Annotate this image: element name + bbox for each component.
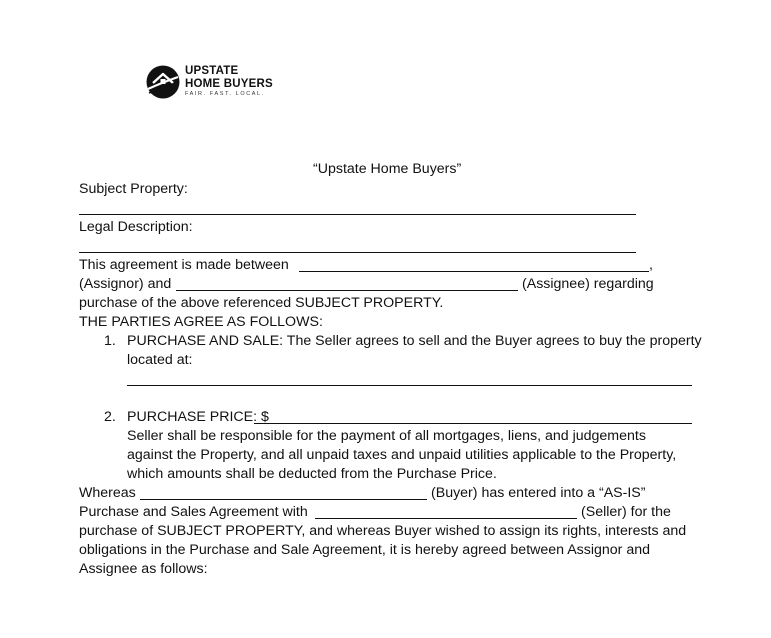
buyer-name-line[interactable]: [140, 499, 427, 500]
assignee-name-line[interactable]: [176, 290, 518, 291]
purchase-referenced-text: purchase of the above referenced SUBJECT PROPERTY.: [79, 295, 444, 311]
assignee-regarding-text: (Assignee) regarding: [522, 276, 654, 292]
legal-description-line[interactable]: [79, 252, 636, 253]
logo-wordmark: [185, 66, 273, 98]
item-2-line-2: against the Property, and all unpaid taxes and unpaid utilities applicable to the Property,: [127, 447, 677, 463]
item-1-number: 1.: [104, 333, 116, 349]
seller-for-the-text: (Seller) for the: [581, 504, 671, 520]
logo-line-2: HOME BUYERS: [185, 77, 273, 90]
parties-agree-heading: THE PARTIES AGREE AS FOLLOWS:: [79, 314, 323, 330]
item-1-text: PURCHASE AND SALE: The Seller agrees to sell and the Buyer agrees to buy the property: [127, 333, 702, 349]
seller-name-line[interactable]: [315, 518, 577, 519]
house-swoosh-logo-icon: [145, 64, 181, 100]
whereas-line-5: Assignee as follows:: [79, 561, 208, 577]
agreement-between-text: This agreement is made between: [79, 257, 289, 273]
document-title: “Upstate Home Buyers”: [313, 161, 462, 177]
logo-tagline: FAIR. FAST. LOCAL.: [185, 91, 265, 98]
subject-property-label: Subject Property:: [79, 181, 188, 197]
whereas-text: Whereas: [79, 485, 136, 501]
item-2-line-3: which amounts shall be deducted from the Purchase Price.: [127, 466, 497, 482]
item-2-line-1: Seller shall be responsible for the payment of all mortgages, liens, and judgements: [127, 428, 646, 444]
company-logo: [145, 64, 273, 100]
whereas-line-3: purchase of SUBJECT PROPERTY, and whereas Buyer wished to assign its rights, interests and: [79, 523, 687, 539]
assignor-and-text: (Assignor) and: [79, 276, 172, 292]
buyer-asis-text: (Buyer) has entered into a “AS-IS”: [431, 485, 646, 501]
assignor-name-line[interactable]: [299, 271, 649, 272]
purchase-price-label: PURCHASE PRICE: $: [127, 409, 269, 425]
legal-description-label: Legal Description:: [79, 219, 193, 235]
item-1-located-text: located at:: [127, 352, 193, 368]
logo-line-1: UPSTATE: [185, 65, 239, 78]
subject-property-line[interactable]: [79, 214, 636, 215]
purchase-sales-with-text: Purchase and Sales Agreement with: [79, 504, 308, 520]
comma-text: ,: [649, 257, 653, 273]
purchase-price-line[interactable]: [254, 423, 692, 424]
whereas-line-4: obligations in the Purchase and Sale Agreement, it is hereby agreed between Assignor and: [79, 542, 651, 558]
property-location-line[interactable]: [127, 385, 692, 386]
item-2-number: 2.: [104, 409, 116, 425]
